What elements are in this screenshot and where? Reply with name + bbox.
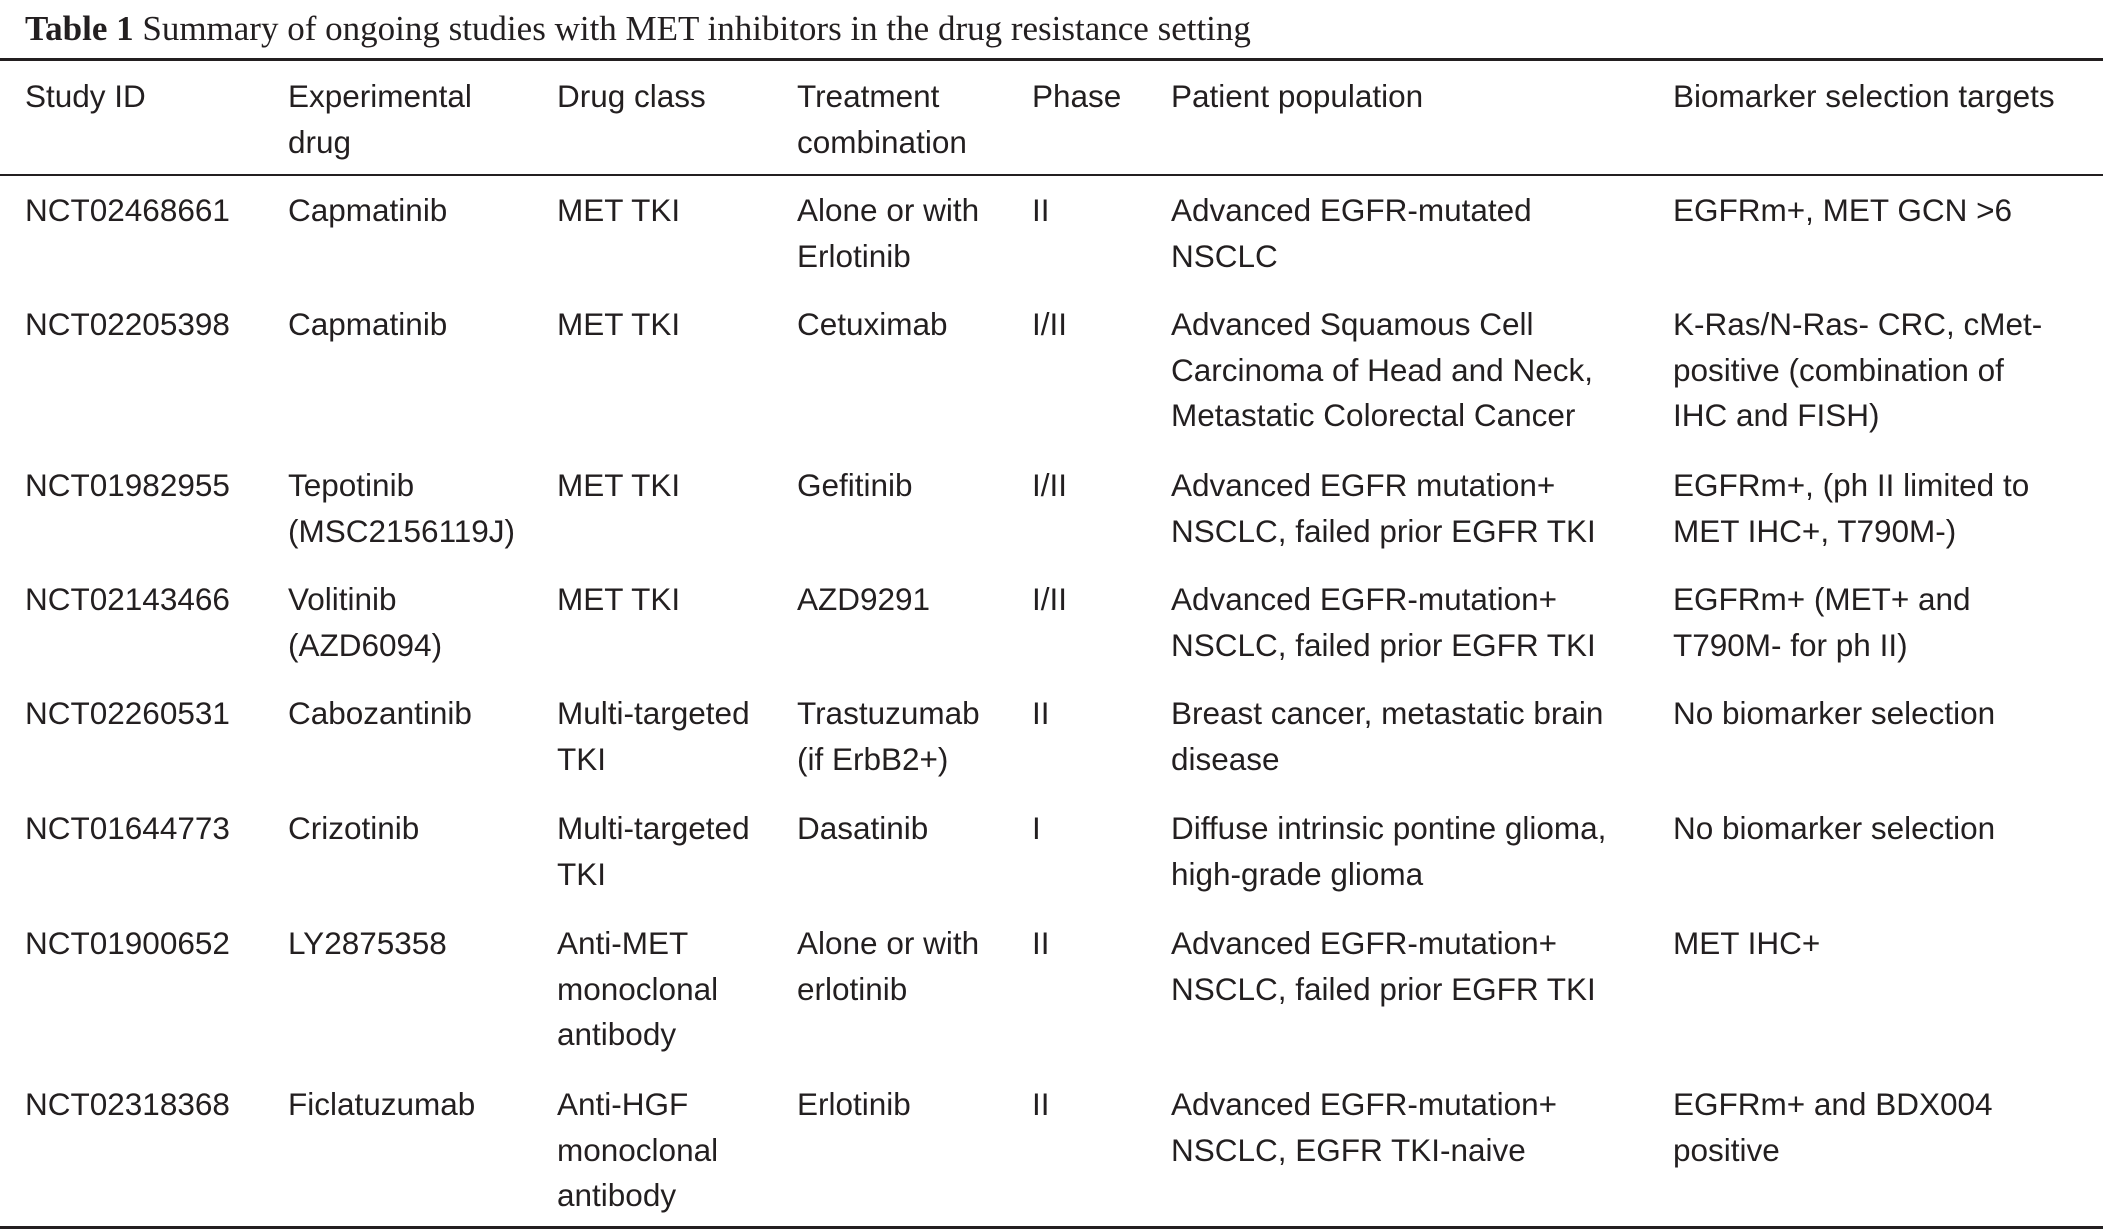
cell-experimental-drug: Tepotinib (MSC2156119J) [288, 467, 516, 549]
cell-drug-class: MET TKI [557, 467, 681, 503]
cell-patient-population: Advanced EGFR mutation+ NSCLC, failed prior EGFR TKI [1171, 467, 1596, 549]
table-caption-text: Summary of ongoing studies with MET inhibitors in the drug resistance setting [142, 9, 1251, 48]
cell-phase: II [1032, 695, 1050, 731]
cell-study-id: NCT02468661 [25, 192, 230, 228]
cell-patient-population: Breast cancer, metastatic brain disease [1171, 695, 1604, 777]
cell-study-id: NCT02260531 [25, 695, 230, 731]
cell-study-id: NCT01644773 [25, 810, 230, 846]
cell-experimental-drug: Capmatinib [288, 192, 448, 228]
cell-treatment-combination: AZD9291 [797, 581, 931, 617]
cell-drug-class: Anti-HGF monoclonal antibody [557, 1086, 719, 1213]
cell-experimental-drug: Ficlatuzumab [288, 1086, 476, 1122]
cell-biomarker: EGFRm+, (ph II limited to MET IHC+, T790M-) [1673, 467, 2030, 549]
cell-phase: II [1032, 925, 1050, 961]
cell-drug-class: MET TKI [557, 192, 681, 228]
cell-drug-class: MET TKI [557, 306, 681, 342]
header-biomarker-selection-targets: Biomarker selection targets [1673, 78, 2055, 114]
header-experimental-drug: Experimental drug [288, 78, 472, 160]
cell-patient-population: Diffuse intrinsic pontine glioma, high-grade glioma [1171, 810, 1607, 892]
cell-biomarker: No biomarker selection [1673, 695, 1996, 731]
cell-phase: II [1032, 192, 1050, 228]
cell-treatment-combination: Erlotinib [797, 1086, 911, 1122]
cell-patient-population: Advanced EGFR-mutated NSCLC [1171, 192, 1532, 274]
cell-experimental-drug: Capmatinib [288, 306, 448, 342]
table-caption-label: Table 1 [25, 9, 134, 48]
cell-experimental-drug: Crizotinib [288, 810, 420, 846]
header-study-id: Study ID [25, 78, 146, 114]
table-header-rule [0, 174, 2103, 176]
cell-treatment-combination: Trastuzumab (if ErbB2+) [797, 695, 980, 777]
cell-patient-population: Advanced EGFR-mutation+ NSCLC, EGFR TKI-naive [1171, 1086, 1558, 1168]
cell-study-id: NCT02143466 [25, 581, 230, 617]
cell-drug-class: Multi-targeted TKI [557, 810, 750, 892]
cell-patient-population: Advanced EGFR-mutation+ NSCLC, failed prior EGFR TKI [1171, 925, 1596, 1007]
cell-biomarker: MET IHC+ [1673, 925, 1821, 961]
cell-study-id: NCT01900652 [25, 925, 230, 961]
header-drug-class: Drug class [557, 78, 706, 114]
cell-treatment-combination: Alone or with Erlotinib [797, 192, 980, 274]
cell-drug-class: Multi-targeted TKI [557, 695, 750, 777]
table-top-rule [0, 58, 2103, 61]
cell-biomarker: EGFRm+ (MET+ and T790M- for ph II) [1673, 581, 1971, 663]
cell-phase: I/II [1032, 306, 1068, 342]
cell-phase: I [1032, 810, 1041, 846]
cell-patient-population: Advanced Squamous Cell Carcinoma of Head and Neck, Metastatic Colorectal Cancer [1171, 306, 1593, 433]
cell-phase: I/II [1032, 467, 1068, 503]
cell-phase: I/II [1032, 581, 1068, 617]
cell-patient-population: Advanced EGFR-mutation+ NSCLC, failed prior EGFR TKI [1171, 581, 1596, 663]
cell-biomarker: EGFRm+, MET GCN >6 [1673, 192, 2012, 228]
header-phase: Phase [1032, 78, 1122, 114]
table-caption [25, 8, 1251, 50]
cell-treatment-combination: Gefitinib [797, 467, 913, 503]
cell-study-id: NCT02318368 [25, 1086, 230, 1122]
cell-biomarker: No biomarker selection [1673, 810, 1996, 846]
cell-study-id: NCT01982955 [25, 467, 230, 503]
cell-experimental-drug: LY2875358 [288, 925, 447, 961]
cell-treatment-combination: Cetuximab [797, 306, 948, 342]
header-treatment-combination: Treatment combination [797, 78, 967, 160]
cell-biomarker: EGFRm+ and BDX004 positive [1673, 1086, 1993, 1168]
cell-treatment-combination: Alone or with erlotinib [797, 925, 980, 1007]
cell-study-id: NCT02205398 [25, 306, 230, 342]
cell-phase: II [1032, 1086, 1050, 1122]
cell-experimental-drug: Volitinib (AZD6094) [288, 581, 443, 663]
cell-experimental-drug: Cabozantinib [288, 695, 472, 731]
cell-biomarker: K-Ras/N-Ras- CRC, cMet- positive (combination of IHC and FISH) [1673, 306, 2043, 433]
header-patient-population: Patient population [1171, 78, 1424, 114]
cell-treatment-combination: Dasatinib [797, 810, 929, 846]
cell-drug-class: Anti-MET monoclonal antibody [557, 925, 719, 1052]
cell-drug-class: MET TKI [557, 581, 681, 617]
table-bottom-rule [0, 1226, 2103, 1229]
